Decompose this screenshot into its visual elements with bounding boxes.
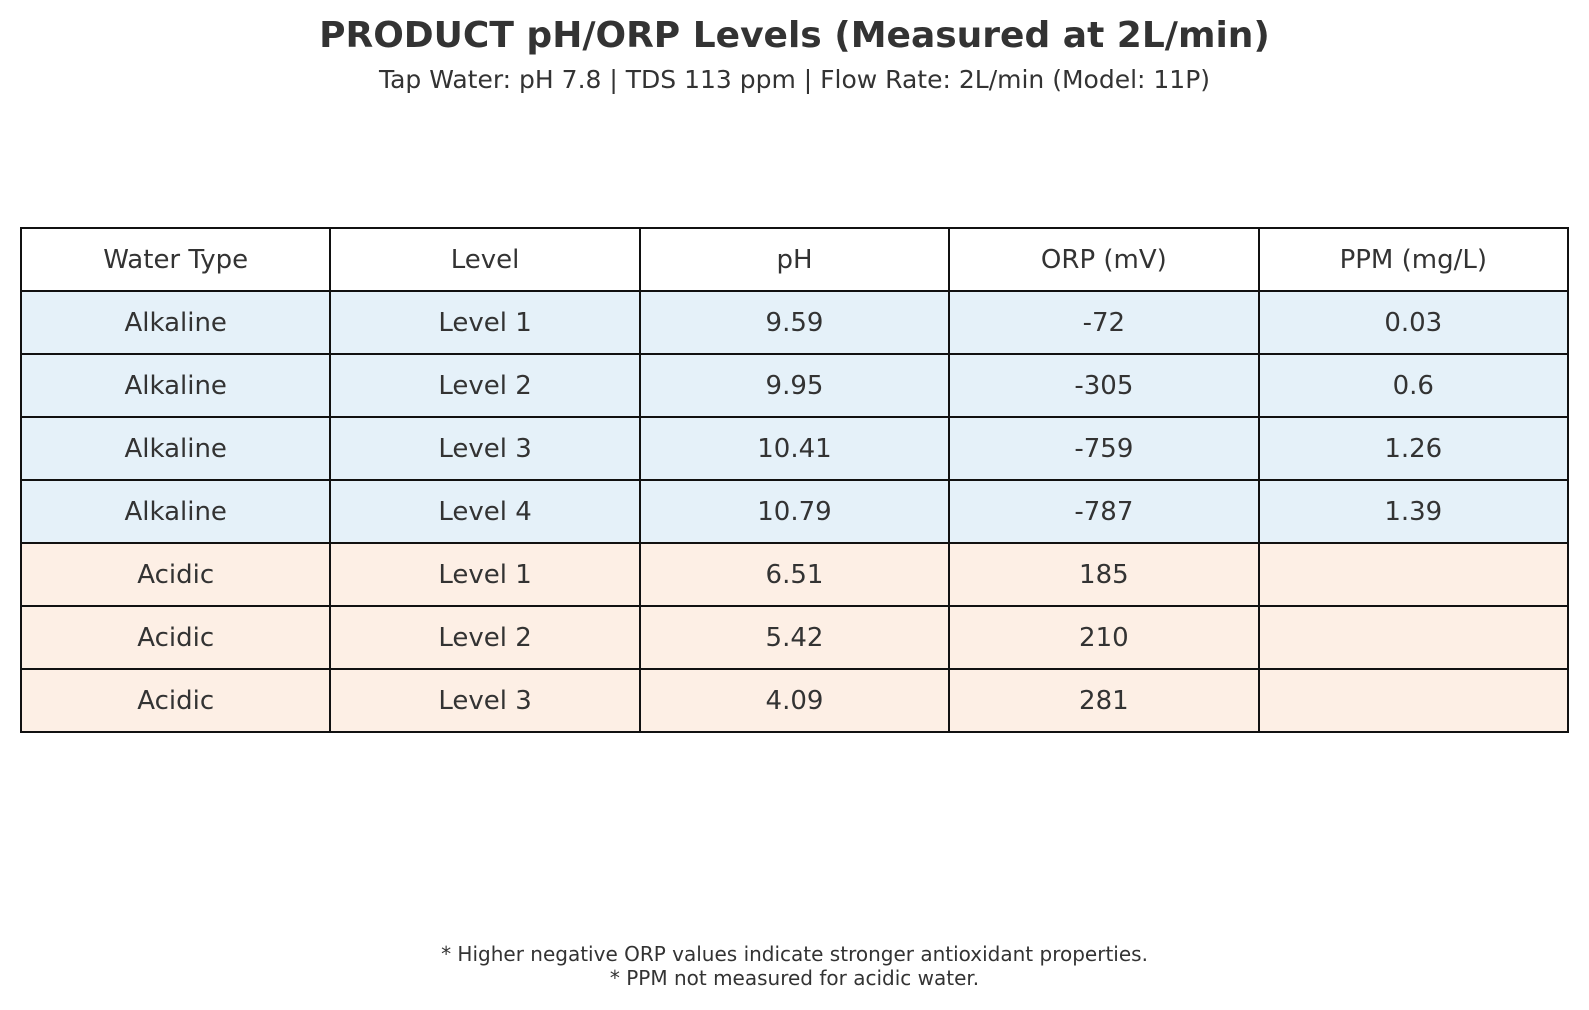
cell-level: Level 1 — [330, 291, 639, 354]
chart-subtitle: Tap Water: pH 7.8 | TDS 113 ppm | Flow Rate: 2L/min (Model: 11P) — [378, 65, 1211, 94]
cell-ppm — [1259, 669, 1568, 732]
cell-water-type: Alkaline — [21, 417, 330, 480]
header-level: Level — [330, 228, 639, 291]
cell-ppm: 0.03 — [1259, 291, 1568, 354]
table-row — [21, 354, 1568, 417]
cell-ph: 6.51 — [640, 543, 949, 606]
cell-level: Level 3 — [330, 417, 639, 480]
table-body — [21, 291, 1568, 732]
data-table — [20, 227, 1569, 733]
table-row — [21, 543, 1568, 606]
footnote-ppm: * PPM not measured for acidic water. — [609, 966, 980, 990]
cell-ppm — [1259, 606, 1568, 669]
cell-ph: 10.41 — [640, 417, 949, 480]
cell-orp: 210 — [949, 606, 1258, 669]
cell-level: Level 4 — [330, 480, 639, 543]
cell-orp: -759 — [949, 417, 1258, 480]
cell-ph: 5.42 — [640, 606, 949, 669]
cell-ppm: 0.6 — [1259, 354, 1568, 417]
cell-water-type: Alkaline — [21, 480, 330, 543]
cell-orp: -305 — [949, 354, 1258, 417]
cell-ph: 9.95 — [640, 354, 949, 417]
cell-level: Level 2 — [330, 354, 639, 417]
cell-orp: 281 — [949, 669, 1258, 732]
header-row — [21, 228, 1568, 291]
cell-water-type: Acidic — [21, 669, 330, 732]
cell-ph: 4.09 — [640, 669, 949, 732]
table-row — [21, 606, 1568, 669]
cell-orp: 185 — [949, 543, 1258, 606]
footnotes — [0, 942, 1589, 990]
cell-ph: 10.79 — [640, 480, 949, 543]
header-orp: ORP (mV) — [949, 228, 1258, 291]
cell-orp: -72 — [949, 291, 1258, 354]
cell-level: Level 1 — [330, 543, 639, 606]
table-row — [21, 480, 1568, 543]
cell-level: Level 2 — [330, 606, 639, 669]
cell-water-type: Acidic — [21, 606, 330, 669]
cell-ppm: 1.39 — [1259, 480, 1568, 543]
cell-ph: 9.59 — [640, 291, 949, 354]
chart-title: PRODUCT pH/ORP Levels (Measured at 2L/min) — [319, 15, 1270, 56]
cell-water-type: Acidic — [21, 543, 330, 606]
cell-water-type: Alkaline — [21, 354, 330, 417]
footnote-orp: * Higher negative ORP values indicate stronger antioxidant properties. — [441, 942, 1148, 966]
cell-ppm: 1.26 — [1259, 417, 1568, 480]
cell-ppm — [1259, 543, 1568, 606]
table-row — [21, 291, 1568, 354]
header-water-type: Water Type — [21, 228, 330, 291]
cell-level: Level 3 — [330, 669, 639, 732]
cell-water-type: Alkaline — [21, 291, 330, 354]
table-row — [21, 417, 1568, 480]
table-row — [21, 669, 1568, 732]
header-ph: pH — [640, 228, 949, 291]
cell-orp: -787 — [949, 480, 1258, 543]
header-ppm: PPM (mg/L) — [1259, 228, 1568, 291]
